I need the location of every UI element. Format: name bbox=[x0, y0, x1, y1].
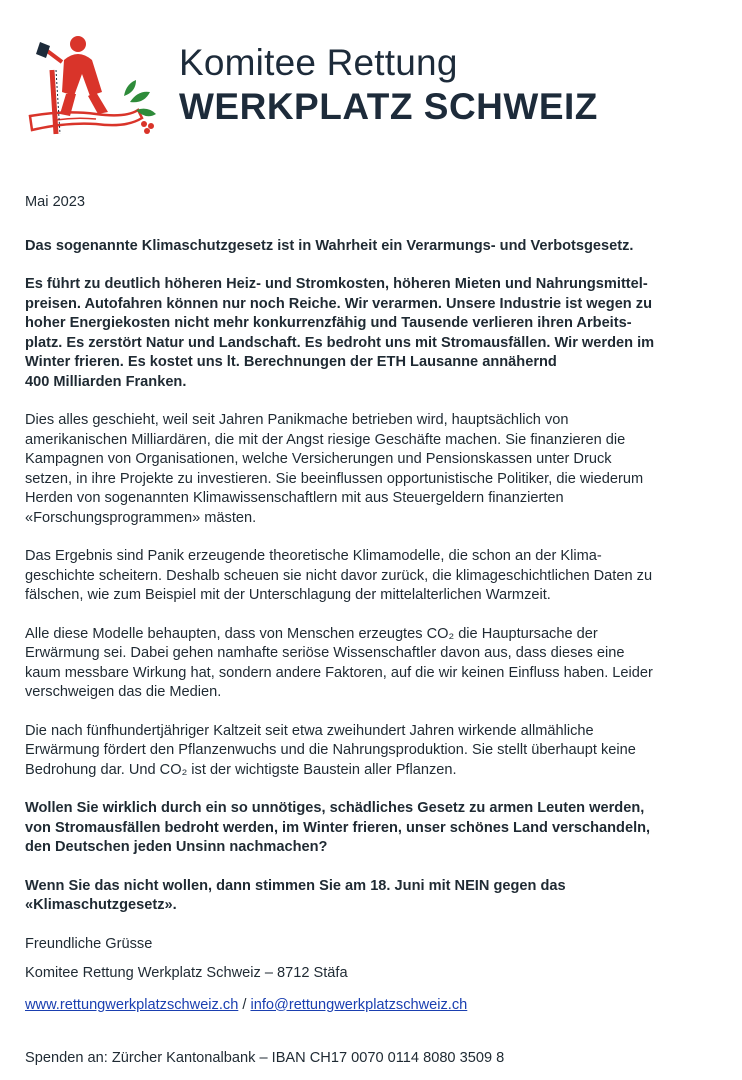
text-line: Erwärmung sei. Dabei gehen namhafte seriöse Wissenschaftler davon aus, dass dieses eine bbox=[25, 645, 625, 661]
email-link[interactable]: info@rettungwerkplatzschweiz.ch bbox=[250, 996, 468, 1013]
panic-paragraph bbox=[25, 411, 725, 528]
contact-links bbox=[25, 996, 725, 1016]
text-line: verschweigen das die Medien. bbox=[25, 684, 222, 700]
warming-paragraph bbox=[25, 722, 725, 781]
lead-statement: Das sogenannte Klimaschutzgesetz ist in Wahrheit ein Verarmungs- und Verbotsgesetz. bbox=[25, 237, 634, 254]
link-separator: / bbox=[238, 996, 251, 1013]
woodcutter-logo-icon bbox=[26, 30, 166, 140]
greeting: Freundliche Grüsse bbox=[25, 935, 153, 952]
question-paragraph bbox=[25, 799, 725, 858]
text-line: amerikanischen Milliardären, die mit der Angst riesige Geschäfte machen. Sie finanzieren die bbox=[25, 431, 626, 448]
text-line: «Forschungsprogrammen» mästen. bbox=[25, 509, 257, 526]
co2-paragraph bbox=[25, 625, 725, 703]
text-line: Erwärmung fördert den Pflanzenwuchs und die Nahrungsproduktion. Sie stellt überhaupt keine bbox=[25, 742, 636, 758]
text-line: 400 Milliarden Franken. bbox=[25, 373, 187, 390]
text-line: platz. Es zerstört Natur und Landschaft. Es bedroht uns mit Stromausfällen. Wir werden im bbox=[25, 334, 655, 351]
website-link[interactable]: www.rettungwerkplatzschweiz.ch bbox=[25, 996, 239, 1013]
sender-line: Komitee Rettung Werkplatz Schweiz – 8712 Stäfa bbox=[25, 965, 348, 981]
org-name-line1: Komitee Rettung bbox=[179, 42, 458, 83]
text-line: Wollen Sie wirklich durch ein so unnötiges, schädliches Gesetz zu armen Leuten werden, bbox=[25, 800, 645, 816]
text-line: Herden von sogenannten Klimawissenschaftlern mit aus Steuergeldern finanzierten bbox=[25, 490, 564, 506]
org-name-line2: WERKPLATZ SCHWEIZ bbox=[179, 86, 598, 127]
text-line: geschichte scheitern. Deshalb scheuen sie nicht davor zurück, die klimageschichtlichen Daten zu bbox=[25, 567, 653, 584]
text-line: Wenn Sie das nicht wollen, dann stimmen Sie am 18. Juni mit NEIN gegen das bbox=[25, 877, 566, 894]
consequences-paragraph bbox=[25, 275, 725, 392]
text-line: Kampagnen von Organisationen, welche Versicherungen und Pensionskassen unter Druck bbox=[25, 451, 612, 467]
text-line: Dies alles geschieht, weil seit Jahren Panikmache betrieben wird, hauptsächlich von bbox=[25, 412, 569, 428]
text-line: setzen, in ihre Projekte zu investieren. Sie beeinflussen opportunistische Politiker, die wiederum bbox=[25, 470, 644, 487]
text-line: kaum messbare Wirkung hat, sondern andere Faktoren, auf die wir keinen Einfluss haben. Leider bbox=[25, 664, 653, 681]
text-line: Bedrohung dar. Und CO₂ ist der wichtigste Baustein aller Pflanzen. bbox=[25, 761, 457, 778]
text-line: Alle diese Modelle behaupten, dass von Menschen erzeugtes CO₂ die Hauptursache der bbox=[25, 625, 598, 642]
text-line: hoher Energiekosten nicht mehr konkurrenzfähig und Tausende verlieren ihren Arbeits- bbox=[25, 315, 632, 331]
text-line: Winter frieren. Es kostet uns lt. Berechnungen der ETH Lausanne annähernd bbox=[25, 354, 557, 370]
donation-line: Spenden an: Zürcher Kantonalbank – IBAN CH17 0070 0114 8080 3509 8 bbox=[25, 1050, 505, 1066]
letter-body bbox=[25, 193, 725, 1069]
text-line: Das Ergebnis sind Panik erzeugende theoretische Klimamodelle, die schon an der Klima- bbox=[25, 548, 602, 564]
text-line: preisen. Autofahren können nur noch Reiche. Wir verarmen. Unsere Industrie ist wegen zu bbox=[25, 295, 652, 312]
text-line: Es führt zu deutlich höheren Heiz- und Stromkosten, höheren Mieten und Nahrungsmittel- bbox=[25, 276, 648, 292]
call-to-vote bbox=[25, 877, 725, 916]
letter-date: Mai 2023 bbox=[25, 194, 86, 210]
text-line: fälschen, wie zum Beispiel mit der Unterschlagung der mittelalterlichen Warmzeit. bbox=[25, 587, 551, 603]
text-line: den Deutschen jeden Unsinn nachmachen? bbox=[25, 839, 328, 855]
models-paragraph bbox=[25, 547, 725, 606]
letterhead bbox=[26, 30, 726, 140]
text-line: Die nach fünfhundertjähriger Kaltzeit seit etwa zweihundert Jahren wirkende allmähliche bbox=[25, 722, 594, 739]
text-line: von Stromausfällen bedroht werden, im Winter frieren, unser schönes Land verschandeln, bbox=[25, 819, 651, 836]
text-line: «Klimaschutzgesetz». bbox=[25, 897, 177, 913]
